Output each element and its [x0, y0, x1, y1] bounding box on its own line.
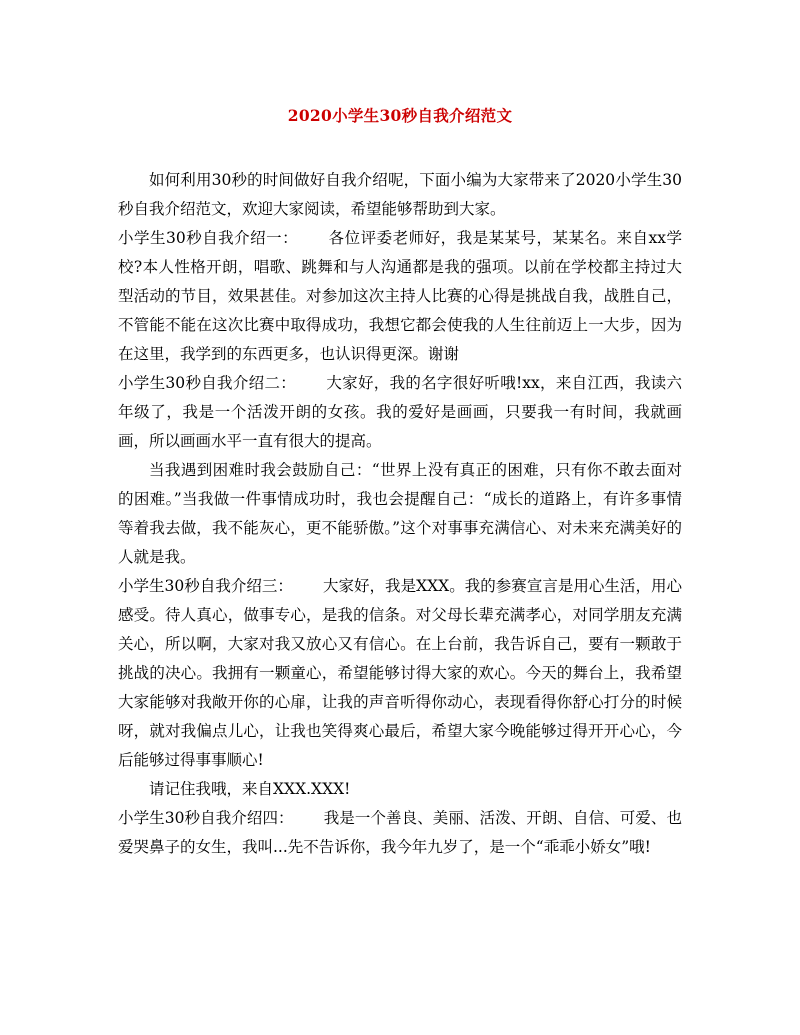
- section-2-extra-paragraph: 当我遇到困难时我会鼓励自己：“世界上没有真正的困难，只有你不敢去面对的困难。”当我做一件事情成功时，我也会提醒自己：“成长的道路上，有许多事情等着我去做，我不能灰心，更不能骄傲。”这个对事事充满信心、对未来充满美好的人就是我。: [118, 461, 682, 566]
- section-4-text: 我是一个善良、美丽、活泼、开朗、自信、可爱、也爱哭鼻子的女生，我叫...先不告诉你，我今年九岁了，是一个“乖乖小娇女”哦!: [118, 809, 682, 856]
- intro-paragraph: 如何利用30秒的时间做好自我介绍呢，下面小编为大家带来了2020小学生30秒自我介绍范文，欢迎大家阅读，希望能够帮助到大家。: [118, 171, 682, 218]
- section-2-paragraph: [118, 369, 682, 456]
- document-title: 2020小学生30秒自我介绍范文: [287, 106, 513, 125]
- section-1-text: 各位评委老师好，我是某某号，某某名。来自xx学校?本人性格开朗，唱歌、跳舞和与人沟通都是我的强项。以前在学校都主持过大型活动的节目，效果甚佳。对参加这次主持人比赛的心得是挑战自我，战胜自己，不管能不能在这次比赛中取得成功，我想它都会使我的人生往前迈上一大步，因为在这里，我学到的东西更多，也认识得更深。谢谢: [118, 229, 682, 363]
- section-3-label: 小学生30秒自我介绍三：: [118, 577, 293, 595]
- section-3-text: 大家好，我是XXX。我的参赛宣言是用心生活，用心感受。待人真心，做事专心，是我的信条。对父母长辈充满孝心，对同学朋友充满关心，所以啊，大家对我又放心又有信心。在上台前，我告诉自己，要有一颗敢于挑战的决心。我拥有一颗童心，希望能够讨得大家的欢心。今天的舞台上，我希望大家能够对我敞开你的心扉，让我的声音听得你动心，表现看得你舒心打分的时候呀，就对我偏点儿心，让我也笑得爽心最后，希望大家今晚能够过得开开心心，今后能够过得事事顺心!: [118, 577, 682, 769]
- section-3-extra-paragraph: 请记住我哦，来自XXX.XXX!: [149, 780, 351, 798]
- section-4-paragraph: [118, 804, 682, 862]
- section-1-paragraph: [118, 224, 682, 369]
- section-4-label: 小学生30秒自我介绍四：: [118, 809, 294, 827]
- section-3-paragraph: [118, 572, 682, 775]
- document-body: [118, 166, 682, 862]
- section-2-label: 小学生30秒自我介绍二：: [118, 374, 297, 392]
- section-1-label: 小学生30秒自我介绍一：: [118, 229, 299, 247]
- section-2-text: 大家好，我的名字很好听哦!xx，来自江西，我读六年级了，我是一个活泼开朗的女孩。我的爱好是画画，只要我一有时间，我就画画，所以画画水平一直有很大的提高。: [118, 374, 682, 450]
